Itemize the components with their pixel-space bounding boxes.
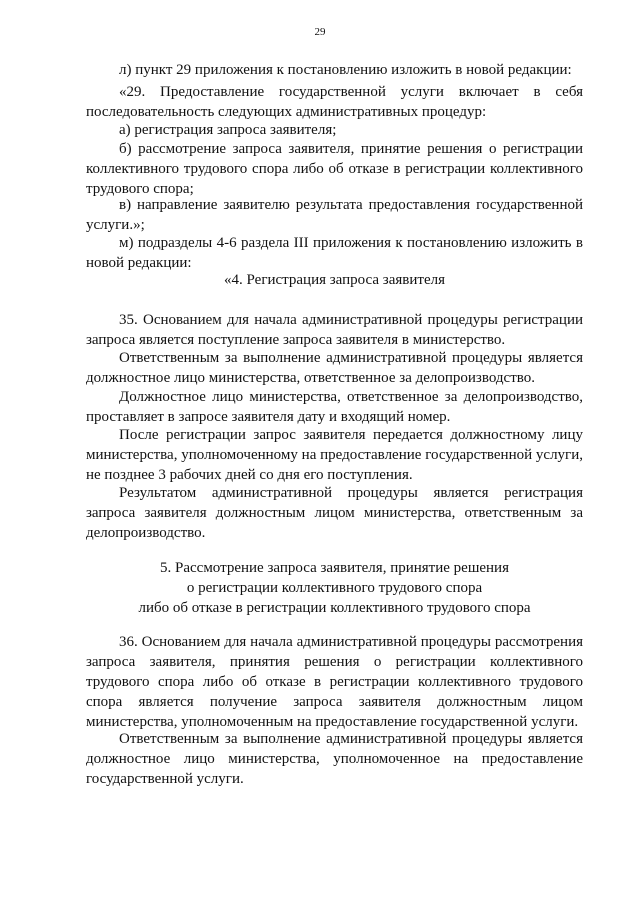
paragraph-responsible-officer: Ответственным за выполнение административной процедуры является должностное лицо министерства, ответственное за делопроизводство. <box>86 350 583 386</box>
section5-heading <box>86 558 583 618</box>
paragraph-result: Результатом административной процедуры является регистрация запроса заявителя должностным лицом министерства, ответственным за делопроизводство. <box>86 485 583 541</box>
paragraph-after-registration: После регистрации запрос заявителя передается должностному лицу министерства, уполномоченному на предоставление государственной услуги, не позднее 3 рабочих дней со дня его поступления. <box>86 427 583 483</box>
paragraph-36: 36. Основанием для начала административной процедуры рассмотрения запроса заявителя, принятия решения о регистрации коллективного трудового спора либо об отказе в регистрации коллективного трудового спора является получение запроса заявителя должностным лицом министерства, уполномоченным на предоставление государственной услуги. <box>86 634 583 730</box>
list-item-a: а) регистрация запроса заявителя; <box>119 122 337 138</box>
section5-heading-line: о регистрации коллективного трудового спора <box>186 580 483 596</box>
list-item-v: в) направление заявителю результата предоставления государственной услуги.»; <box>86 197 583 233</box>
paragraph-amendment-l: л) пункт 29 приложения к постановлению изложить в новой редакции: <box>119 62 572 78</box>
paragraph-35: 35. Основанием для начала административной процедуры регистрации запроса является поступление запроса заявителя в министерство. <box>86 312 583 348</box>
paragraph-item-29: «29. Предоставление государственной услуги включает в себя последовательность следующих административных процедур: <box>86 84 583 120</box>
list-item-b: б) рассмотрение запроса заявителя, принятие решения о регистрации коллективного трудового спора либо об отказе в регистрации коллективного трудового спора; <box>86 141 583 197</box>
paragraph-responsible-authorized: Ответственным за выполнение административной процедуры является должностное лицо министерства, уполномоченное на предоставление государственной услуги. <box>86 731 583 787</box>
paragraph-amendment-m: м) подразделы 4-6 раздела III приложения к постановлению изложить в новой редакции: <box>86 235 583 271</box>
section5-heading-line: либо об отказе в регистрации коллективного трудового спора <box>138 600 531 616</box>
page-number: 29 <box>314 26 326 38</box>
paragraph-officer-stamps: Должностное лицо министерства, ответственное за делопроизводство, проставляет в запросе заявителя дату и входящий номер. <box>86 389 583 425</box>
section5-heading-line: 5. Рассмотрение запроса заявителя, принятие решения <box>160 560 509 576</box>
section4-heading: «4. Регистрация запроса заявителя <box>224 272 445 288</box>
